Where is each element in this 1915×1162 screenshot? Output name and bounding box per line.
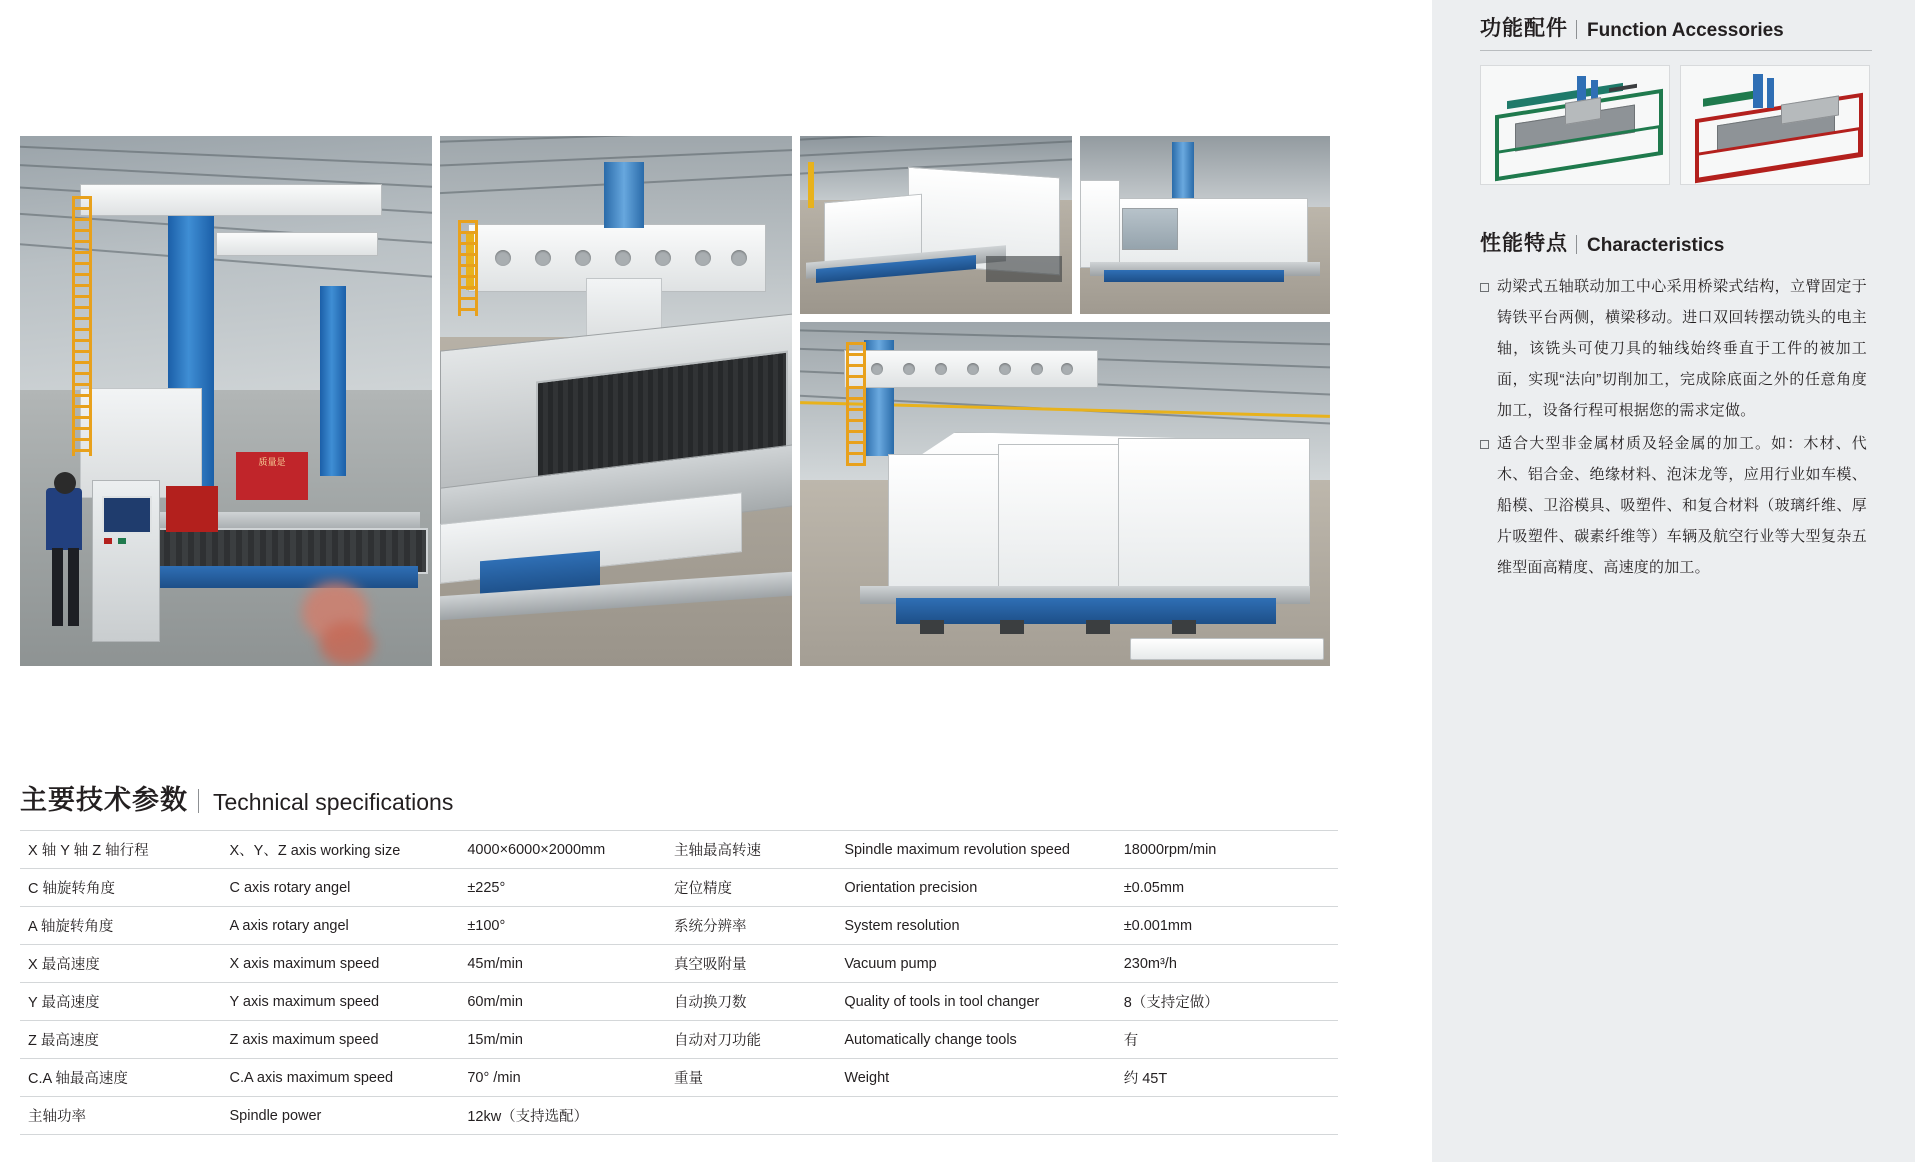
characteristics-title-cn: 性能特点 bbox=[1480, 232, 1568, 255]
table-row bbox=[20, 831, 1338, 869]
cell-value2: 约 45T bbox=[1116, 1059, 1338, 1097]
cell-value: 45m/min bbox=[459, 945, 666, 983]
characteristics-heading bbox=[1480, 215, 1880, 257]
cell-param2-cn: 定位精度 bbox=[666, 869, 836, 907]
cell-param-cn: 主轴功率 bbox=[20, 1097, 221, 1135]
cell-param-cn: C 轴旋转角度 bbox=[20, 869, 221, 907]
table-row bbox=[20, 869, 1338, 907]
list-item-text: 动梁式五轴联动加工中心采用桥梁式结构，立臂固定于铸铁平台两侧，横梁移动。进口双回转摆动铣头的电主轴，该铣头可使刀具的轴线始终垂直于工件的被加工面，实现“法向”切削加工，完成除底面之外的任意角度加工，设备行程可根据您的需求定做。 bbox=[1497, 278, 1867, 419]
characteristics-list bbox=[1480, 271, 1880, 583]
cell-value2 bbox=[1116, 1097, 1338, 1135]
list-item-text: 适合大型非金属材质及轻金属的加工。如：木材、代木、铝合金、绝缘材料、泡沫龙等，应用行业如车模、船模、卫浴模具、吸塑件、和复合材料（玻璃纤维、厚片吸塑件、碳素纤维等）车辆及航空行业等大型复杂五维型面高精度、高速度的加工。 bbox=[1497, 435, 1867, 576]
photo-gantry-machine-with-operator bbox=[20, 136, 432, 666]
cell-value: 70° /min bbox=[459, 1059, 666, 1097]
list-item bbox=[1480, 271, 1880, 426]
cell-param-cn: Z 最高速度 bbox=[20, 1021, 221, 1059]
right-sidebar-panel bbox=[1432, 0, 1915, 1162]
cell-param2-cn: 真空吸附量 bbox=[666, 945, 836, 983]
cell-param-cn: A 轴旋转角度 bbox=[20, 907, 221, 945]
cell-param2-en bbox=[836, 1097, 1115, 1135]
photo-right-cluster bbox=[800, 136, 1330, 666]
cell-param2-en: Vacuum pump bbox=[836, 945, 1115, 983]
cell-param-en: C axis rotary angel bbox=[221, 869, 459, 907]
cell-param2-en: System resolution bbox=[836, 907, 1115, 945]
table-row bbox=[20, 945, 1338, 983]
divider bbox=[198, 789, 199, 813]
cell-param2-cn: 自动换刀数 bbox=[666, 983, 836, 1021]
cell-value: 60m/min bbox=[459, 983, 666, 1021]
cell-param-en: X、Y、Z axis working size bbox=[221, 831, 459, 869]
cell-value2: 230m³/h bbox=[1116, 945, 1338, 983]
cell-value: ±100° bbox=[459, 907, 666, 945]
cell-param-cn: Y 最高速度 bbox=[20, 983, 221, 1021]
heading-rule bbox=[1480, 50, 1872, 51]
photo-banner: 质量是 bbox=[236, 452, 308, 500]
cell-param-en: X axis maximum speed bbox=[221, 945, 459, 983]
accessory-render-red bbox=[1680, 65, 1870, 185]
table-row bbox=[20, 1097, 1338, 1135]
tech-specs-heading bbox=[20, 778, 453, 817]
cell-param2-cn: 主轴最高转速 bbox=[666, 831, 836, 869]
cell-param-en: Y axis maximum speed bbox=[221, 983, 459, 1021]
cell-value2: 8（支持定做） bbox=[1116, 983, 1338, 1021]
cell-param-cn: X 轴 Y 轴 Z 轴行程 bbox=[20, 831, 221, 869]
cell-param2-cn: 系统分辨率 bbox=[666, 907, 836, 945]
table-row bbox=[20, 907, 1338, 945]
list-item bbox=[1480, 428, 1880, 583]
cell-param-cn: C.A 轴最高速度 bbox=[20, 1059, 221, 1097]
cell-value2: ±0.05mm bbox=[1116, 869, 1338, 907]
tech-specs-title-en: Technical specifications bbox=[213, 789, 454, 815]
photo-full-enclosed-machine bbox=[800, 322, 1330, 666]
accessories-heading bbox=[1480, 0, 1880, 42]
table-row bbox=[20, 1059, 1338, 1097]
cell-param-en: C.A axis maximum speed bbox=[221, 1059, 459, 1097]
photo-gallery bbox=[20, 136, 1338, 666]
cell-value: ±225° bbox=[459, 869, 666, 907]
cell-param-en: Spindle power bbox=[221, 1097, 459, 1135]
bullet-square-icon bbox=[1480, 440, 1489, 449]
cell-value: 15m/min bbox=[459, 1021, 666, 1059]
cell-param2-en: Quality of tools in tool changer bbox=[836, 983, 1115, 1021]
cell-value2: 18000rpm/min bbox=[1116, 831, 1338, 869]
tech-specs-title-cn: 主要技术参数 bbox=[20, 785, 188, 815]
accessory-cards bbox=[1480, 65, 1880, 185]
cell-param2-cn: 重量 bbox=[666, 1059, 836, 1097]
characteristics-title-en: Characteristics bbox=[1587, 235, 1725, 256]
cell-param2-en: Weight bbox=[836, 1059, 1115, 1097]
cell-value2: 有 bbox=[1116, 1021, 1338, 1059]
cell-value2: ±0.001mm bbox=[1116, 907, 1338, 945]
cell-param2-en: Orientation precision bbox=[836, 869, 1115, 907]
cell-param2-cn: 自动对刀功能 bbox=[666, 1021, 836, 1059]
cell-param-en: A axis rotary angel bbox=[221, 907, 459, 945]
cell-value: 12kw（支持选配） bbox=[459, 1097, 666, 1135]
cell-param-en: Z axis maximum speed bbox=[221, 1021, 459, 1059]
photo-machine-table-closeup bbox=[440, 136, 792, 666]
divider bbox=[1576, 235, 1577, 254]
bullet-square-icon bbox=[1480, 283, 1489, 292]
divider bbox=[1576, 20, 1577, 39]
accessories-title-en: Function Accessories bbox=[1587, 20, 1784, 41]
cell-param2-en: Automatically change tools bbox=[836, 1021, 1115, 1059]
tech-specs-table bbox=[20, 830, 1338, 1135]
table-row bbox=[20, 1021, 1338, 1059]
cell-param2-cn bbox=[666, 1097, 836, 1135]
cell-param2-en: Spindle maximum revolution speed bbox=[836, 831, 1115, 869]
photo-enclosure-assembly bbox=[1080, 136, 1330, 314]
accessories-title-cn: 功能配件 bbox=[1480, 17, 1568, 40]
table-row bbox=[20, 983, 1338, 1021]
cell-param-cn: X 最高速度 bbox=[20, 945, 221, 983]
accessory-render-green bbox=[1480, 65, 1670, 185]
photo-frame-weldment bbox=[800, 136, 1072, 314]
cell-value: 4000×6000×2000mm bbox=[459, 831, 666, 869]
